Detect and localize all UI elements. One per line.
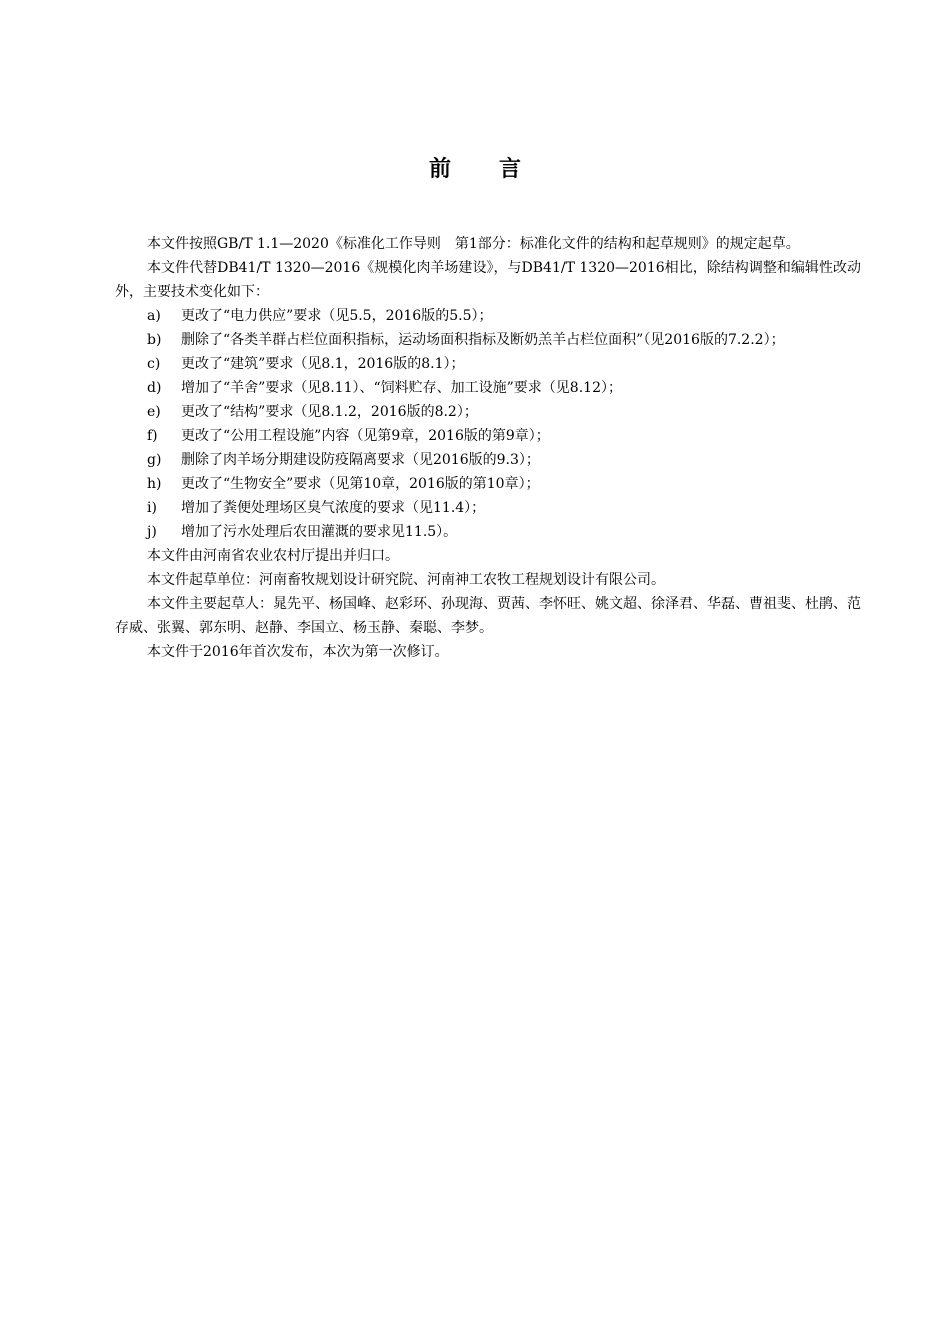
list-item-label: d) <box>147 380 162 396</box>
list-item-label: c) <box>147 356 161 372</box>
list-item-label: i) <box>147 500 157 516</box>
page-title: 前言 <box>428 157 569 182</box>
list-item <box>115 496 861 520</box>
paragraph-drafting-rules: 本文件按照GB/T 1.1—2020《标准化工作导则 第1部分：标准化文件的结构和起草规则》的规定起草。 <box>147 236 800 252</box>
list-item-text: 增加了粪便处理场区臭气浓度的要求（见11.4）； <box>181 500 486 516</box>
list-item-text: 增加了“羊舍”要求（见8.11）、“饲料贮存、加工设施”要求（见8.12）； <box>181 380 622 396</box>
list-item-text: 删除了“各类羊群占栏位面积指标，运动场面积指标及断奶羔羊占栏位面积”（见2016版的7.2.2）； <box>181 332 785 348</box>
list-item <box>115 352 861 376</box>
list-item-text: 更改了“生物安全”要求（见第10章，2016版的第10章）； <box>181 476 540 492</box>
list-item-text: 更改了“结构”要求（见8.1.2，2016版的8.2）； <box>181 404 478 420</box>
list-item <box>115 328 861 352</box>
list-item-label: a) <box>147 308 161 324</box>
list-item <box>115 472 861 496</box>
list-item-text: 更改了“电力供应”要求（见5.5，2016版的5.5）； <box>181 308 493 324</box>
list-item-label: g) <box>147 452 162 468</box>
list-item <box>115 304 861 328</box>
list-item-text: 更改了“建筑”要求（见8.1，2016版的8.1）； <box>181 356 465 372</box>
document-body <box>115 232 861 664</box>
list-item-label: j) <box>147 524 157 540</box>
paragraph-drafting-units: 本文件起草单位：河南畜牧规划设计研究院、河南神工农牧工程规划设计有限公司。 <box>147 572 665 588</box>
list-item <box>115 520 861 544</box>
list-item-label: b) <box>147 332 162 348</box>
list-item <box>115 400 861 424</box>
paragraph-replacement: 本文件代替DB41/T 1320—2016《规模化肉羊场建设》，与DB41/T 1320—2016相比，除结构调整和编辑性改动外，主要技术变化如下： <box>115 260 861 300</box>
list-item-label: h) <box>147 476 162 492</box>
list-item <box>115 448 861 472</box>
list-item-text: 更改了“公用工程设施”内容（见第9章，2016版的第9章）； <box>181 428 550 444</box>
list-item <box>115 424 861 448</box>
list-item-label: e) <box>147 404 161 420</box>
list-item <box>115 376 861 400</box>
paragraph-revision-history: 本文件于2016年首次发布，本次为第一次修订。 <box>147 644 449 660</box>
list-item-text: 删除了肉羊场分期建设防疫隔离要求（见2016版的9.3）； <box>181 452 540 468</box>
changes-list <box>115 304 861 544</box>
list-item-text: 增加了污水处理后农田灌溉的要求见11.5）。 <box>181 524 458 540</box>
list-item-label: f) <box>147 428 158 444</box>
paragraph-drafters: 本文件主要起草人：晁先平、杨国峰、赵彩环、孙现海、贾茜、李怀旺、姚文超、徐泽君、华磊、曹祖斐、杜鹃、范存威、张翼、郭东明、赵静、李国立、杨玉静、秦聪、李梦。 <box>115 596 861 636</box>
paragraph-proposer: 本文件由河南省农业农村厅提出并归口。 <box>147 548 399 564</box>
